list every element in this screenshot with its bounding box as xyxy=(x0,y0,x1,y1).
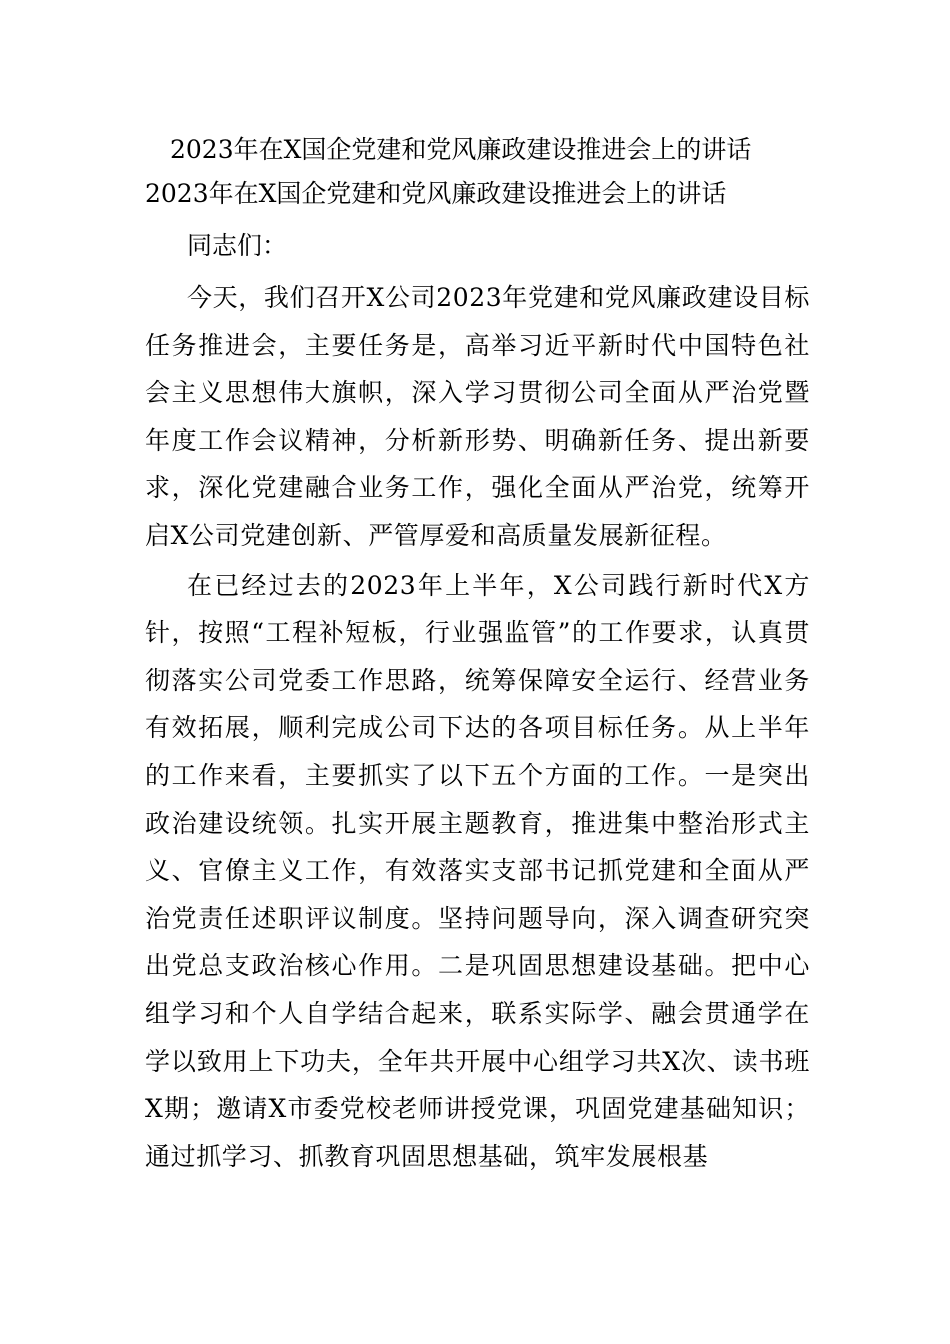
paragraph-1: 今天，我们召开X公司2023年党建和党风廉政建设目标任务推进会，主要任务是，高举习近平新时代中国特色社会主义思想伟大旗帜，深入学习贯彻公司全面从严治党暨年度工作会议精神，分析新形势、明确新任务、提出新要求，深化党建融合业务工作，强化全面从严治党，统筹开启X公司党建创新、严管厚爱和高质量发展新征程。 xyxy=(145,283,810,550)
paragraph-2: 在已经过去的2023年上半年，X公司践行新时代X方针，按照“工程补短板，行业强监管”的工作要求，认真贯彻落实公司党委工作思路，统筹保障安全运行、经营业务有效拓展，顺利完成公司下达的各项目标任务。从上半年的工作来看，主要抓实了以下五个方面的工作。一是突出政治建设统领。扎实开展主题教育，推进集中整治形式主义、官僚主义工作，有效落实支部书记抓党建和全面从严治党责任述职评议制度。坚持问题导向，深入调查研究突出党总支政治核心作用。二是巩固思想建设基础。把中心组学习和个人自学结合起来，联系实际学、融会贯通学在学以致用上下功夫，全年共开展中心组学习共X次、读书班X期；邀请X市委党校老师讲授党课，巩固党建基础知识；通过抓学习、抓教育巩固思想基础，筑牢发展根基 xyxy=(145,570,810,1171)
document-title: 2023年在X国企党建和党风廉政建设推进会上的讲话 xyxy=(170,135,752,164)
document-title-repeat: 2023年在X国企党建和党风廉政建设推进会上的讲话 xyxy=(145,179,727,208)
document-body xyxy=(145,128,810,1180)
salutation: 同志们： xyxy=(187,231,288,260)
